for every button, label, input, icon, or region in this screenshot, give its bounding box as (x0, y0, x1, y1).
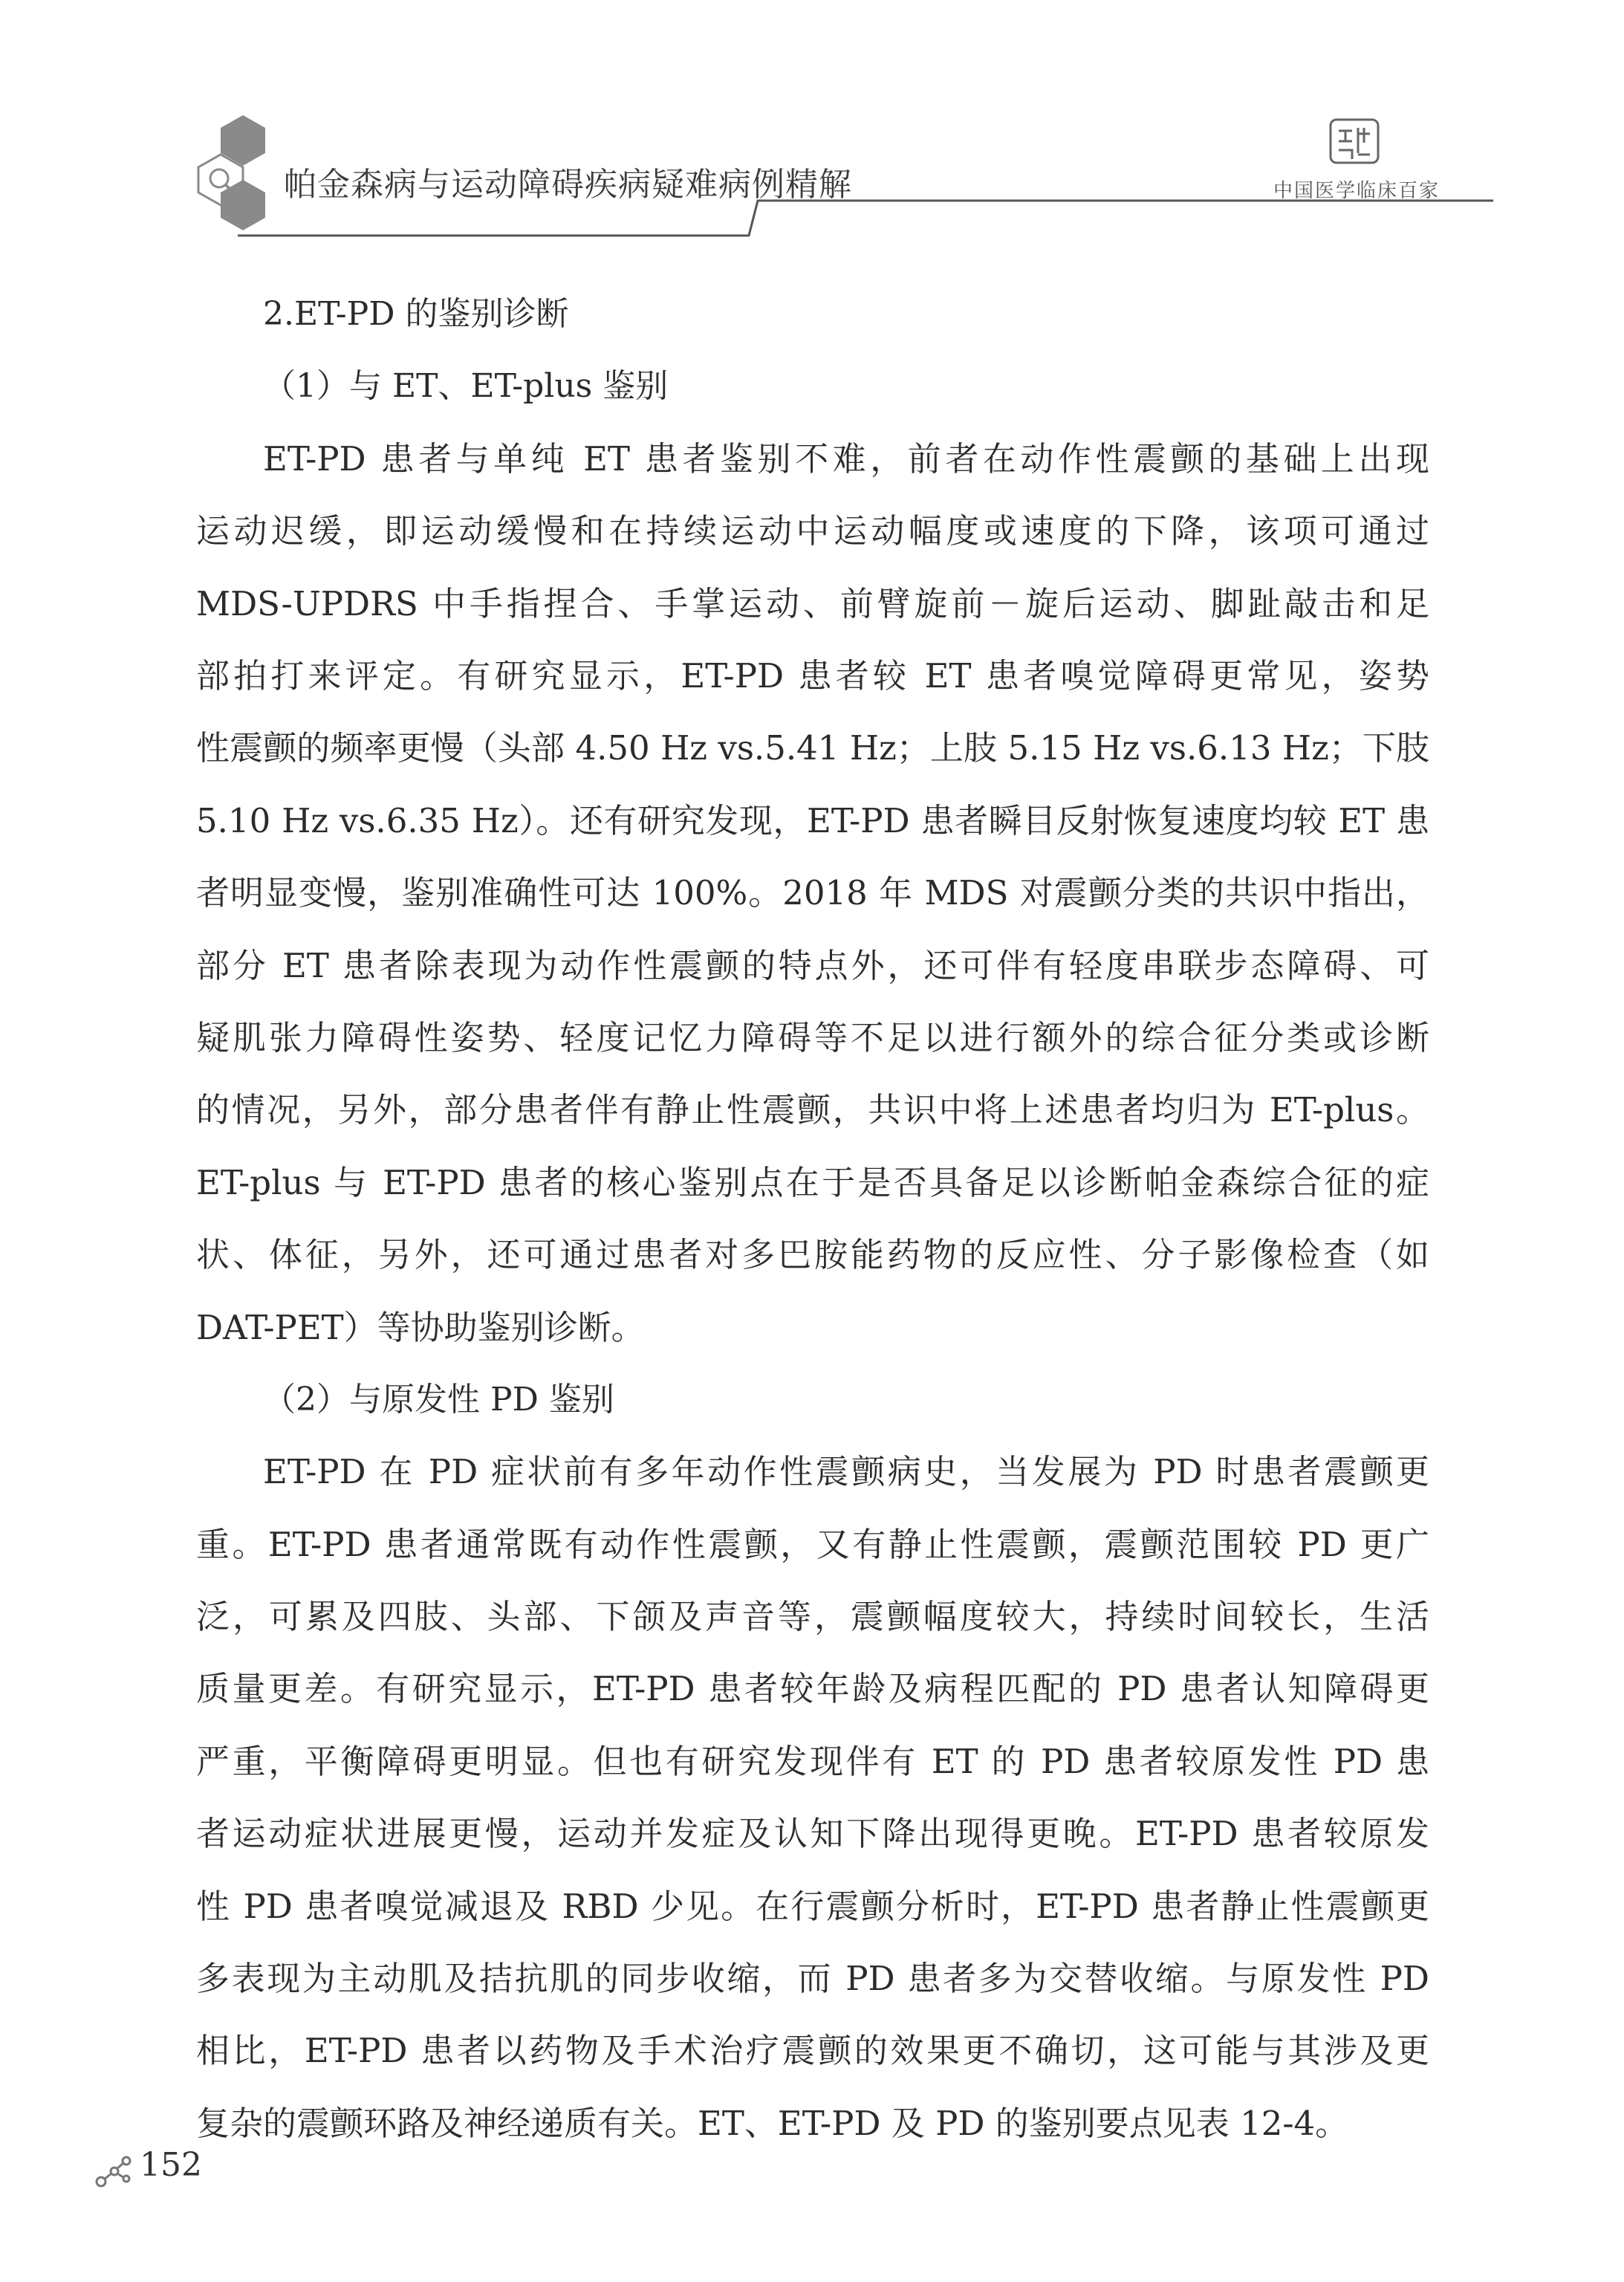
paragraph-line: ET-PD 在 PD 症状前有多年动作性震颤病史，当发展为 PD 时患者震颤更 (263, 1452, 1429, 1492)
paragraph-line: 重。ET-PD 患者通常既有动作性震颤，又有静止性震颤，震颤范围较 PD 更广 (196, 1524, 1429, 1564)
page-content (196, 278, 1429, 2159)
paragraph-line: 性 PD 患者嗅觉减退及 RBD 少见。在行震颤分析时，ET-PD 患者静止性震颤更 (196, 1886, 1429, 1926)
header-brand: 中国医学临床百家 (1273, 180, 1441, 202)
page-number: 152 (140, 2146, 202, 2184)
paragraph-line: 运动迟缓，即运动缓慢和在持续运动中运动幅度或速度的下降，该项可通过 (196, 511, 1429, 551)
paragraph-line: 相比，ET-PD 患者以药物及手术治疗震颤的效果更不确切，这可能与其涉及更 (196, 2031, 1429, 2071)
paragraph-line: DAT-PET）等协助鉴别诊断。 (196, 1307, 645, 1347)
paragraph-line: ET-PD 患者与单纯 ET 患者鉴别不难，前者在动作性震颤的基础上出现 (263, 438, 1429, 479)
paragraph-line: 质量更差。有研究显示，ET-PD 患者较年龄及病程匹配的 PD 患者认知障碍更 (196, 1669, 1429, 1709)
paragraph-line: 部拍打来评定。有研究显示，ET-PD 患者较 ET 患者嗅觉障碍更常见，姿势 (196, 655, 1429, 696)
paragraph-line: 疑肌张力障碍性姿势、轻度记忆力障碍等不足以进行额外的综合征分类或诊断 (196, 1017, 1429, 1057)
paragraph-line: 状、体征，另外，还可通过患者对多巴胺能药物的反应性、分子影像检查（如 (196, 1235, 1429, 1275)
paragraph-line: 严重，平衡障碍更明显。但也有研究发现伴有 ET 的 PD 患者较原发性 PD 患 (196, 1741, 1429, 1781)
subsection-heading-2: （2）与原发性 PD 鉴别 (263, 1380, 614, 1419)
molecule-icon (95, 2155, 132, 2188)
book-title: 帕金森病与运动障碍疾病疑难病例精解 (284, 166, 852, 204)
paragraph-line: 者运动症状进展更慢，运动并发症及认知下降出现得更晚。ET-PD 患者较原发 (196, 1814, 1429, 1854)
paragraph-line: 部分 ET 患者除表现为动作性震颤的特点外，还可伴有轻度串联步态障碍、可 (196, 945, 1429, 985)
paragraph-line: 泛，可累及四肢、头部、下颌及声音等，震颤幅度较大，持续时间较长，生活 (196, 1597, 1429, 1637)
paragraph-line: 者明显变慢，鉴别准确性可达 100%。2018 年 MDS 对震颤分类的共识中指出， (196, 873, 1429, 913)
paragraph-line: 5.10 Hz vs.6.35 Hz）。还有研究发现，ET-PD 患者瞬目反射恢复速度均较 ET 患 (196, 800, 1429, 840)
paragraph-line: ET-plus 与 ET-PD 患者的核心鉴别点在于是否具备足以诊断帕金森综合征的症 (196, 1162, 1429, 1202)
paragraph-line: MDS-UPDRS 中手指捏合、手掌运动、前臂旋前－旋后运动、脚趾敲击和足 (196, 583, 1429, 623)
subsection-heading-1: （1）与 ET、ET-plus 鉴别 (263, 367, 669, 406)
paragraph-line: 的情况，另外，部分患者伴有静止性震颤，共识中将上述患者均归为 ET-plus。 (196, 1090, 1429, 1130)
section-heading: 2.ET-PD 的鉴别诊断 (263, 295, 569, 333)
paragraph-line: 性震颤的频率更慢（头部 4.50 Hz vs.5.41 Hz；上肢 5.15 Hz vs.6.13 Hz；下肢 (196, 728, 1429, 768)
brand-seal-icon (1328, 117, 1380, 165)
paragraph-line: 复杂的震颤环路及神经递质有关。ET、ET-PD 及 PD 的鉴别要点见表 12-4。 (196, 2103, 1349, 2143)
paragraph-line: 多表现为主动肌及拮抗肌的同步收缩，而 PD 患者多为交替收缩。与原发性 PD (196, 1959, 1429, 1999)
